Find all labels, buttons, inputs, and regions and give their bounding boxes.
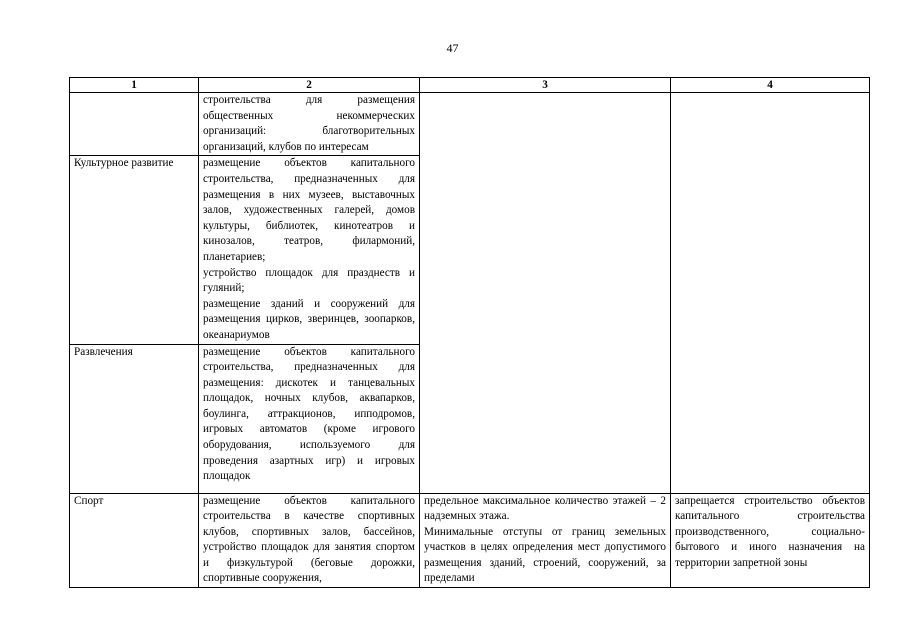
header-cell-4: 4 (671, 78, 870, 93)
use-name: Развлечения (74, 345, 133, 358)
use-name: Спорт (74, 494, 104, 507)
use-description: строительства для размещения общественных некоммерческих организаций: благотворительных организаций, клубов по интересам (203, 94, 415, 153)
parameters-cell (420, 493, 671, 588)
use-description-part: устройство площадок для празднеств и гуляний; (203, 266, 415, 295)
parameters-part: предельное максимальное количество этажей – 2 надземных этажа. (424, 494, 666, 523)
header-cell-1: 1 (70, 78, 199, 93)
parameters-part: Минимальные отступы от границ земельных участков в целях определения мест допустимого размещения зданий, строений, сооружений, за пределами (424, 525, 666, 585)
use-name-cell (70, 156, 199, 344)
table-row (70, 493, 870, 588)
use-name-cell (70, 344, 199, 493)
use-description-cell (199, 156, 420, 344)
header-cell-3: 3 (420, 78, 671, 93)
restrictions-cell (671, 493, 870, 588)
use-description-cell (199, 493, 420, 588)
use-description: размещение объектов капитального строительства в качестве спортивных клубов, спортивных залов, бассейнов, устройство площадок для занятия спортом и физкультурой (беговые дорожки, спортивные сооружения, (203, 494, 415, 585)
use-name: Культурное развитие (74, 157, 174, 170)
page-number: 47 (446, 41, 459, 55)
use-description-cell (199, 93, 420, 156)
use-description-part: размещение объектов капитального строительства, предназначенных для размещения в них музеев, выставочных залов, художественных галерей, домов культуры, библиотек, кинотеатров и кинозалов, театров, филармоний, планетариев; (203, 157, 415, 263)
land-use-table (69, 77, 870, 588)
use-name-cell (70, 493, 199, 588)
header-cell-2: 2 (199, 78, 420, 93)
restrictions-cell-empty (671, 93, 870, 494)
use-description-cell (199, 344, 420, 493)
table-row (70, 93, 870, 156)
use-description: размещение объектов капитального строительства, предназначенных для размещения: дискотек и танцевальных площадок, ночных клубов, аквапарков, боулинга, аттракционов, ипподромов, игровых автоматов (кроме игрового оборудования, используемого для проведения азартных игр) и игровых площадок (203, 345, 415, 483)
use-name-cell (70, 93, 199, 156)
header-row (70, 78, 870, 93)
parameters-cell-empty (420, 93, 671, 494)
use-description-part: размещение зданий и сооружений для размещения цирков, зверинцев, зоопарков, океанариумов (203, 297, 415, 341)
restrictions-text: запрещается строительство объектов капитального строительства производственного, социально-бытового и иного назначения на территории запретной зоны (675, 494, 865, 569)
